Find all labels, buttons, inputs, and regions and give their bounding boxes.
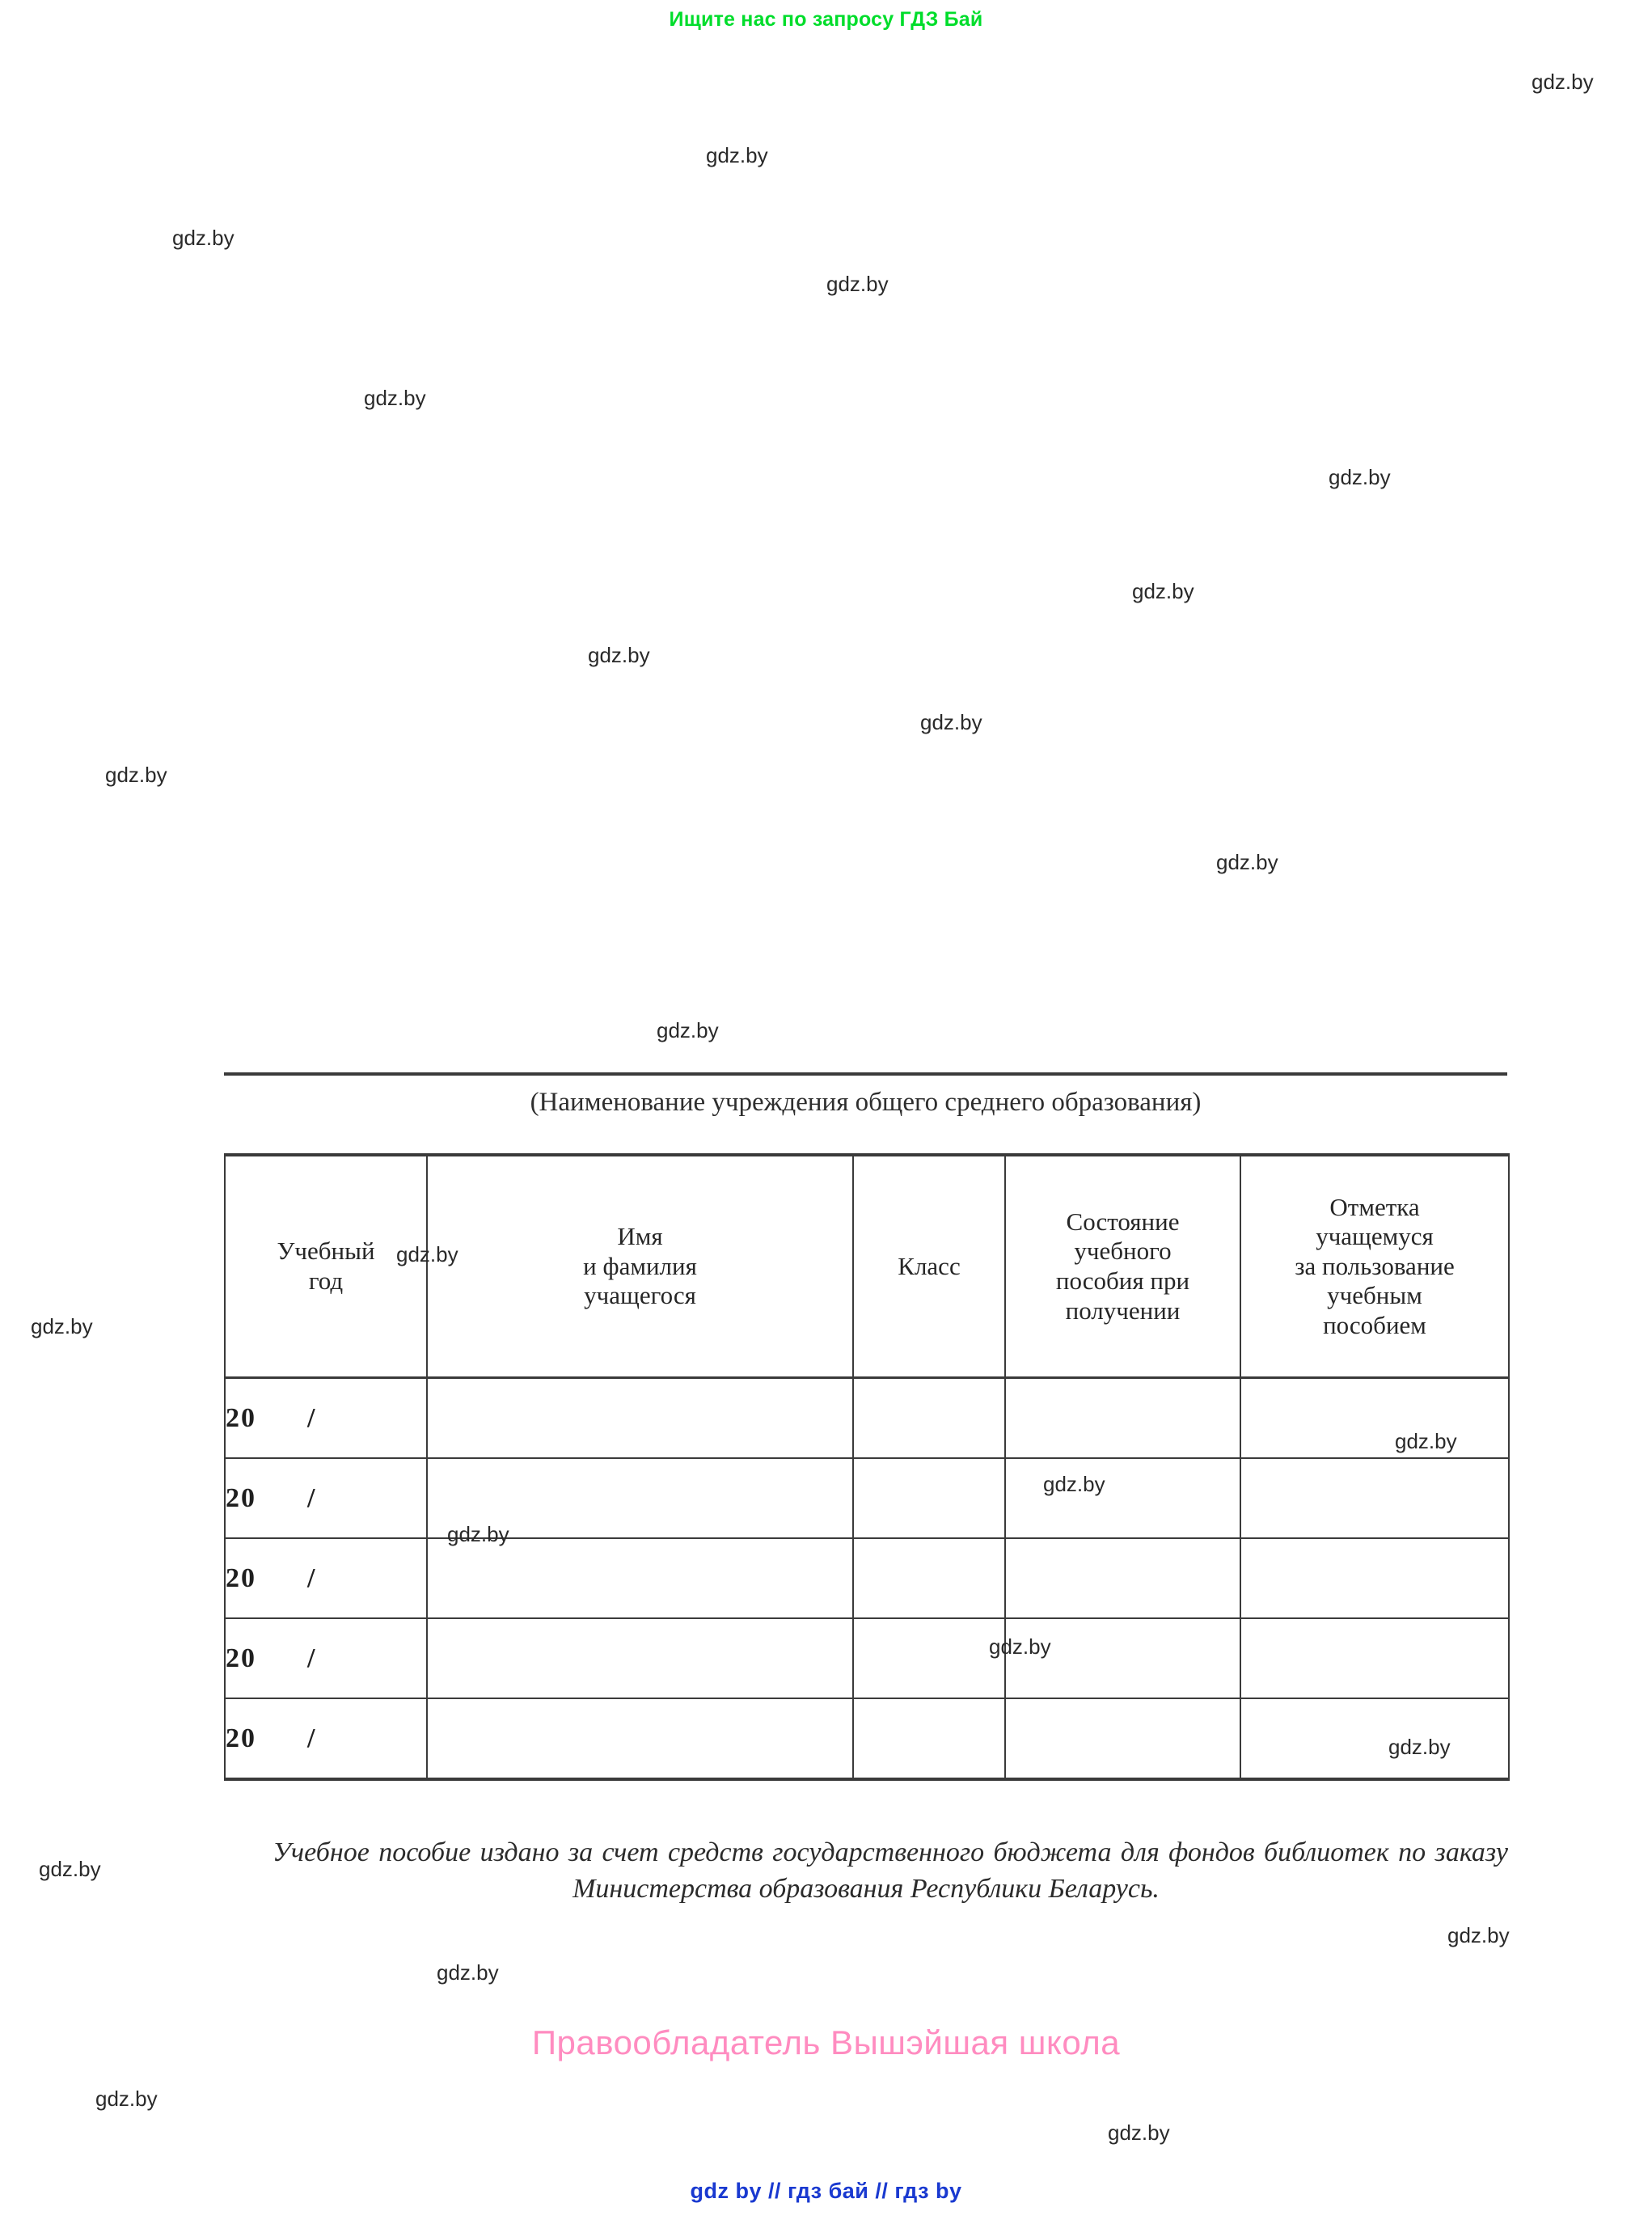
cell-student-name[interactable] [427,1698,853,1779]
cell-class[interactable] [853,1458,1005,1538]
cell-class[interactable] [853,1378,1005,1459]
watermark-gdz-3: gdz.by [826,272,889,296]
watermark-gdz-1: gdz.by [706,143,768,167]
column-header-class: Класс [853,1155,1005,1378]
watermark-gdz-7: gdz.by [588,643,650,667]
cell-academic-year[interactable]: 20 / [225,1618,427,1698]
table-row [225,1458,1509,1538]
watermark-gdz-2: gdz.by [172,226,234,250]
watermark-gdz-21: gdz.by [437,1960,499,1985]
column-header-academic-year: Учебный год [225,1155,427,1378]
watermark-gdz-16: gdz.by [447,1522,509,1546]
cell-class[interactable] [853,1698,1005,1779]
watermark-gdz-6: gdz.by [1132,579,1194,603]
cell-student-name[interactable] [427,1378,853,1459]
watermark-gdz-10: gdz.by [1216,850,1278,874]
cell-class[interactable] [853,1538,1005,1618]
watermark-gdz-11: gdz.by [657,1018,719,1042]
rights-holder-line: Правообладатель Вышэйшая школа [531,2023,1121,2061]
cell-student-name[interactable] [427,1538,853,1618]
cell-condition[interactable] [1005,1538,1240,1618]
cell-mark[interactable] [1240,1458,1509,1538]
cell-mark[interactable] [1240,1378,1509,1459]
cell-mark[interactable] [1240,1698,1509,1779]
promo-banner: Ищите нас по запросу ГДЗ Бай [669,8,983,31]
table-row [225,1538,1509,1618]
watermark-gdz-22: gdz.by [95,2087,158,2111]
column-header-student-mark: Отметка учащемуся за пользование учебным пособием [1240,1155,1509,1378]
watermark-gdz-14: gdz.by [1395,1429,1457,1453]
table-row [225,1378,1509,1459]
budget-funding-note: Учебное пособие издано за счет средств государственного бюджета для фондов библиотек по заказу Министерства образования Республики Беларусь. [273,1837,1508,1905]
column-header-condition-on-receipt: Состояние учебного пособия при получении [1005,1155,1240,1378]
institution-caption: (Наименование учреждения общего среднего образования) [530,1088,1202,1117]
bottom-links: gdz by // гдз бай // гдз by [690,2179,962,2203]
table-row [225,1698,1509,1779]
cell-academic-year[interactable]: 20 / [225,1538,427,1618]
table-header [225,1155,1509,1378]
watermark-gdz-8: gdz.by [920,710,982,734]
watermark-gdz-9: gdz.by [105,763,167,787]
cell-condition[interactable] [1005,1378,1240,1459]
cell-academic-year[interactable]: 20 / [225,1378,427,1459]
cell-student-name[interactable] [427,1618,853,1698]
cell-mark[interactable] [1240,1538,1509,1618]
watermark-gdz-18: gdz.by [1388,1735,1451,1759]
table-header-row [225,1155,1509,1378]
cell-class[interactable] [853,1618,1005,1698]
table-row [225,1618,1509,1698]
watermark-gdz-20: gdz.by [1447,1923,1510,1947]
watermark-gdz-19: gdz.by [39,1857,101,1881]
cell-academic-year[interactable]: 20 / [225,1458,427,1538]
watermark-gdz-5: gdz.by [1329,465,1391,489]
column-header-student-name: Имя и фамилия учащегося [427,1155,853,1378]
cell-condition[interactable] [1005,1618,1240,1698]
cell-student-name[interactable] [427,1458,853,1538]
watermark-gdz-23: gdz.by [1108,2120,1170,2145]
watermark-gdz-13: gdz.by [31,1314,93,1338]
watermark-gdz-15: gdz.by [1043,1472,1105,1496]
cell-condition[interactable] [1005,1698,1240,1779]
table-body [225,1378,1509,1780]
cell-mark[interactable] [1240,1618,1509,1698]
watermark-gdz-12: gdz.by [396,1242,458,1266]
cell-academic-year[interactable]: 20 / [225,1698,427,1779]
watermark-gdz-4: gdz.by [364,386,426,410]
lending-record-table [224,1153,1510,1781]
cell-condition[interactable] [1005,1458,1240,1538]
signature-rule [224,1072,1507,1076]
watermark-gdz-0: gdz.by [1532,70,1594,94]
watermark-gdz-17: gdz.by [989,1634,1051,1659]
